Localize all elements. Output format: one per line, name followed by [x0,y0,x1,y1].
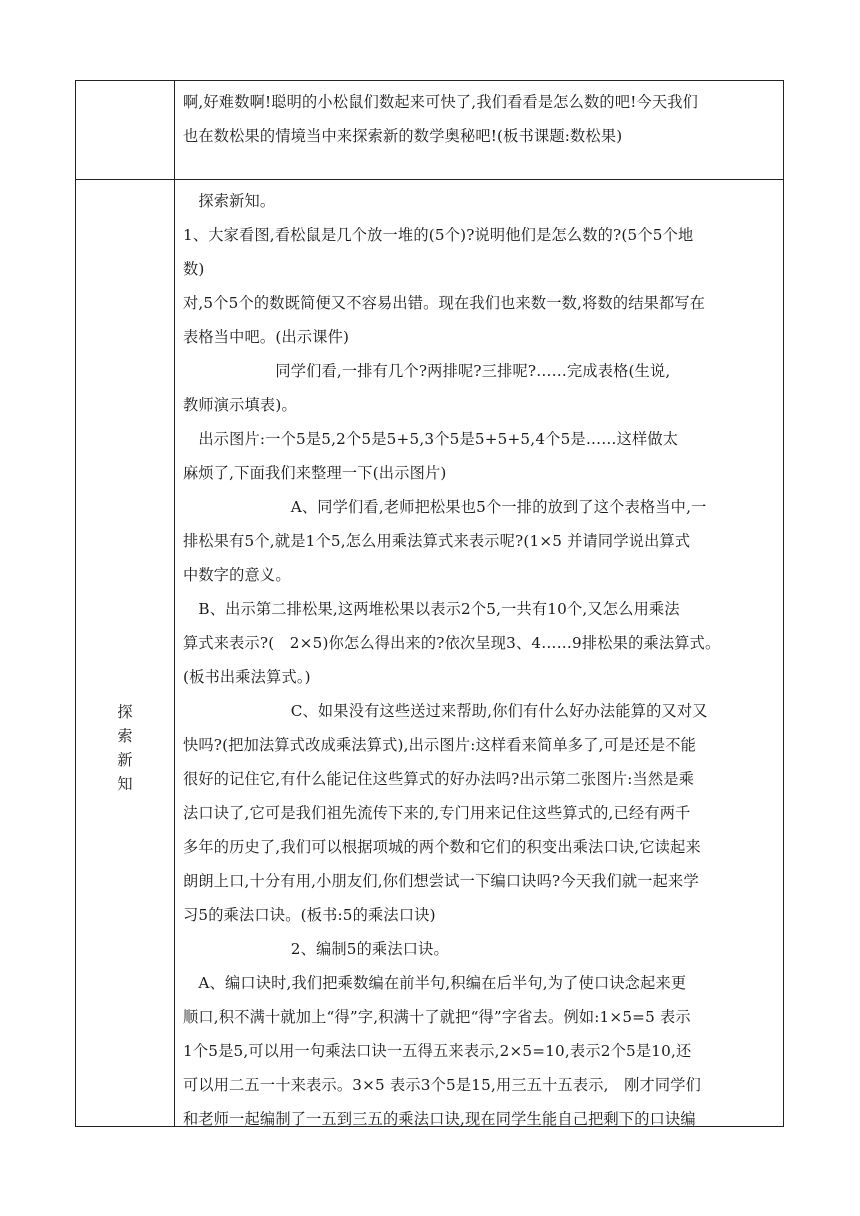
text-line: 教师演示填表)。 [183,396,297,414]
text-line: 朗朗上口,十分有用,小朋友们,你们想尝试一下编口诀吗?今天我们就一起来学 [183,872,699,890]
text-line: 可以用二五一十来表示。3×5 表示3个5是15,用三五十五表示, 刚才同学们 [183,1076,702,1094]
section-label-char: 探 [117,703,133,721]
text-line: 算式来表示?( 2×5)你怎么得出来的?依次呈现3、4……9排松果的乘法算式。 [183,634,721,652]
text-line: 表格当中吧。(出示课件) [183,328,350,346]
text-line: 也在数松果的情境当中来探索新的数学奥秘吧!(板书课题:数松果) [183,127,623,145]
text-line: 排松果有5个,就是1个5,怎么用乘法算式来表示呢?(1×5 并请同学说出算式 [183,532,691,550]
text-line: 对,5个5个的数既简便又不容易出错。现在我们也来数一数,将数的结果都写在 [183,294,706,312]
text-line: 中数字的意义。 [183,566,291,584]
text-line: 快吗?(把加法算式改成乘法算式),出示图片:这样看来简单多了,可是还是不能 [183,736,696,754]
text-line: 出示图片:一个5是5,2个5是5+5,3个5是5+5+5,4个5是……这样做太 [183,430,679,448]
text-line: 同学们看,一排有几个?两排呢?三排呢?……完成表格(生说, [183,362,671,380]
text-line: B、出示第二排松果,这两堆松果以表示2个5,一共有10个,又怎么用乘法 [183,600,680,618]
text-line: (板书出乘法算式。) [183,668,311,686]
text-line: 习5的乘法口诀。(板书:5的乘法口诀) [183,906,436,924]
text-line: 啊,好难数啊!聪明的小松鼠们数起来可快了,我们看看是怎么数的吧!今天我们 [183,93,699,111]
text-line: 1个5是5,可以用一句乘法口诀一五得五来表示,2×5=10,表示2个5是10,还 [183,1042,692,1060]
text-line: 和老师一起编制了一五到三五的乘法口诀,现在同学生能自己把剩下的口诀编 [183,1110,696,1128]
lesson-plan-table [75,80,784,1127]
text-line: 很好的记住它,有什么能记住这些算式的好办法吗?出示第二张图片:当然是乘 [183,770,695,788]
text-line: 顺口,积不满十就加上“得”字,积满十了就把“得”字省去。例如:1×5=5 表示 [183,1008,691,1026]
section-label-char: 索 [117,727,133,745]
text-line: 麻烦了,下面我们来整理一下(出示图片) [183,464,447,482]
section-label-cell [76,180,174,1126]
text-line: 探索新知。 [183,192,276,210]
section-label-char: 新 [117,751,133,769]
section-label-char: 知 [117,775,133,793]
text-line: A、编口诀时,我们把乘数编在前半句,积编在后半句,为了使口诀念起来更 [183,974,687,992]
text-line: 法口诀了,它可是我们祖先流传下来的,专门用来记住这些算式的,已经有两千 [183,804,691,822]
intro-content-cell [175,81,783,179]
text-line: 数) [183,260,205,278]
explore-content-cell [175,180,783,1126]
text-line: 1、大家看图,看松鼠是几个放一堆的(5个)?说明他们是怎么数的?(5个5个地 [183,226,694,244]
text-line: 2、编制5的乘法口诀。 [183,940,449,958]
text-line: 多年的历史了,我们可以根据项城的两个数和它们的积变出乘法口诀,它读起来 [183,838,701,856]
text-line: C、如果没有这些送过来帮助,你们有什么好办法能算的又对又 [183,702,708,720]
section-label [76,700,174,796]
text-line: A、同学们看,老师把松果也5个一排的放到了这个表格当中,一 [183,498,707,516]
